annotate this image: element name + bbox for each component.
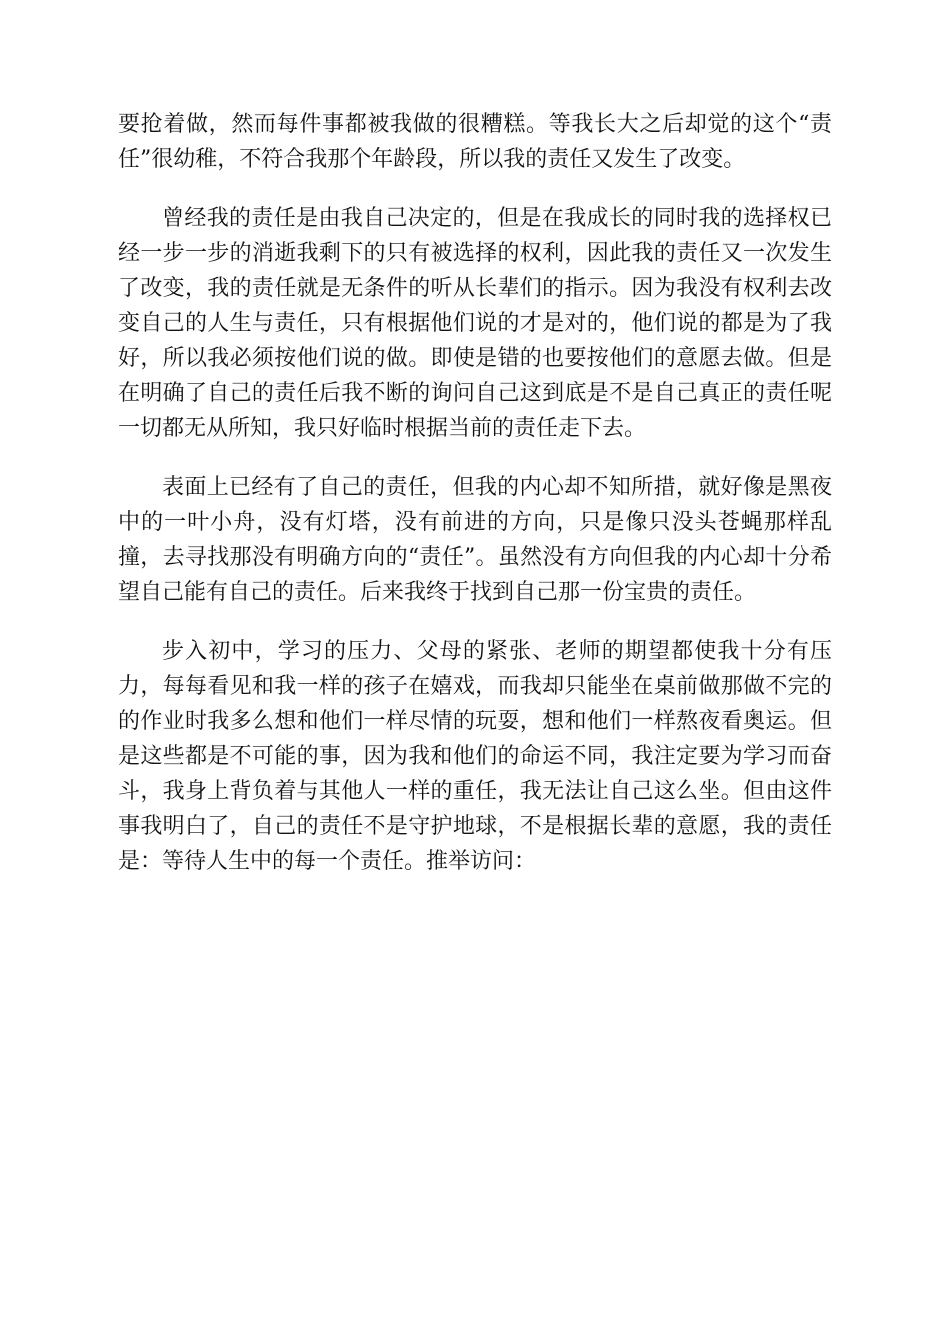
document-body [118,107,832,879]
paragraph-1: 要抢着做，然而每件事都被我做的很糟糕。等我长大之后却觉的这个“责任”很幼稚，不符合我那个年龄段，所以我的责任又发生了改变。 [118,112,832,172]
paragraph-3: 表面上已经有了自己的责任，但我的内心却不知所措，就好像是黑夜中的一叶小舟，没有灯塔，没有前进的方向，只是像只没头苍蝇那样乱撞，去寻找那没有明确方向的“责任”。虽然没有方向但我的内心却十分希望自己能有自己的责任。后来我终于找到自己那一份宝贵的责任。 [118,475,832,605]
paragraph-2: 曾经我的责任是由我自己决定的，但是在我成长的同时我的选择权已经一步一步的消逝我剩下的只有被选择的权利，因此我的责任又一次发生了改变，我的责任就是无条件的听从长辈们的指示。因为我没有权利去改变自己的人生与责任，只有根据他们说的才是对的，他们说的都是为了我好，所以我必须按他们说的做。即使是错的也要按他们的意愿去做。但是在明确了自己的责任后我不断的询问自己这到底是不是自己真正的责任呢一切都无从所知，我只好临时根据当前的责任走下去。 [118,206,832,441]
paragraph-4: 步入初中，学习的压力、父母的紧张、老师的期望都使我十分有压力，每每看见和我一样的孩子在嬉戏，而我却只能坐在桌前做那做不完的的作业时我多么想和他们一样尽情的玩耍，想和他们一样熬夜看奥运。但是这些都是不可能的事，因为我和他们的命运不同，我注定要为学习而奋斗，我身上背负着与其他人一样的重任，我无法让自己这么坐。但由这件事我明白了，自己的责任不是守护地球，不是根据长辈的意愿，我的责任是：等待人生中的每一个责任。推举访问： [118,639,832,874]
